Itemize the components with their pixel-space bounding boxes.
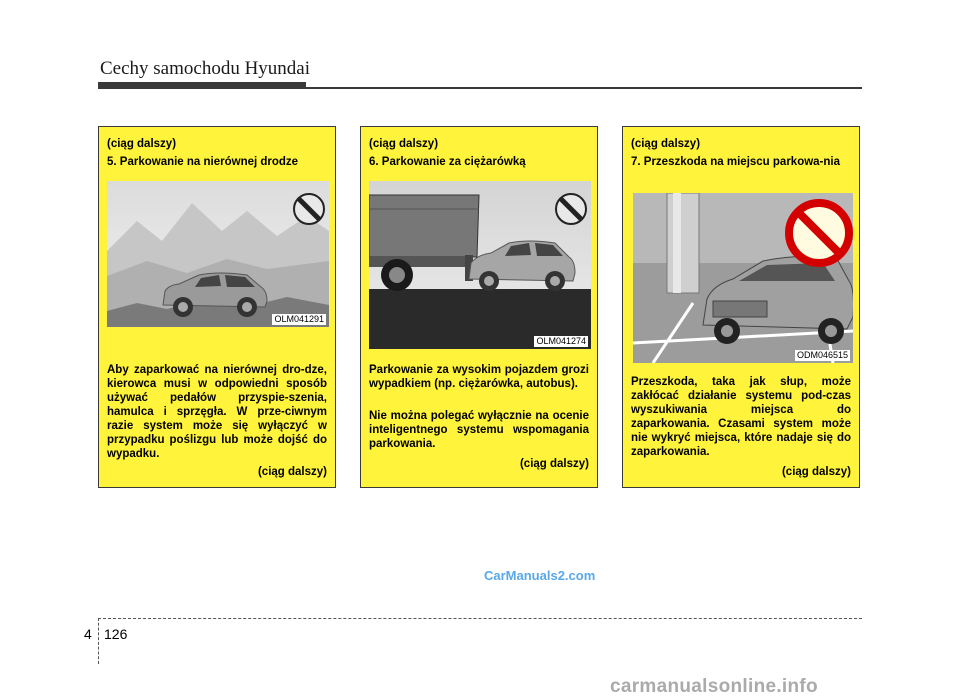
panel-heading: 6. Parkowanie za ciężarówką xyxy=(369,156,526,168)
panel-uneven-road xyxy=(98,126,336,488)
page-number: 126 xyxy=(104,626,128,642)
continued-label: (ciąg dalszy) xyxy=(107,138,177,150)
uneven-road-illustration xyxy=(107,181,329,327)
truck-parking-illustration xyxy=(369,181,591,349)
site-watermark: carmanualsonline.info xyxy=(610,676,818,697)
prohibition-icon xyxy=(789,203,849,263)
panel-body-text: Nie można polegać wyłącznie na ocenie inteligentnego systemu wspomagania parkowania. xyxy=(369,410,589,450)
footer-divider xyxy=(98,618,99,664)
image-code: OLM041291 xyxy=(274,314,324,324)
image-code: OLM041274 xyxy=(536,336,586,346)
pillar-obstacle-illustration xyxy=(633,193,853,363)
continued-label-bottom: (ciąg dalszy) xyxy=(519,458,589,470)
panel-body-text: Przeszkoda, taka jak słup, może zakłócać działanie systemu pod-czas wyszukiwania miejsca do zaparkowania. Czasami system może nie wykryć miejsca, które nadaje się do zaparkowania. xyxy=(631,376,851,458)
continued-label: (ciąg dalszy) xyxy=(631,138,701,150)
watermark-link[interactable]: CarManuals2.com xyxy=(484,568,596,583)
continued-label: (ciąg dalszy) xyxy=(369,138,439,150)
footer-rule xyxy=(98,618,862,619)
prohibition-icon xyxy=(294,194,324,224)
page-header-title: Cechy samochodu Hyundai xyxy=(100,58,311,79)
continued-label-bottom: (ciąg dalszy) xyxy=(257,466,327,478)
continued-label-bottom: (ciąg dalszy) xyxy=(781,466,851,478)
panel-obstacle xyxy=(622,126,860,488)
image-code: ODM046515 xyxy=(796,350,848,360)
panel-heading: 7. Przeszkoda na miejscu parkowa-nia xyxy=(631,156,840,168)
chapter-number: 4 xyxy=(84,626,92,642)
panel-heading: 5. Parkowanie na nierównej drodze xyxy=(107,156,299,168)
panel-body-text: Parkowanie za wysokim pojazdem grozi wypadkiem (np. ciężarówka, autobus). xyxy=(369,364,589,390)
panel-behind-truck xyxy=(360,126,598,488)
prohibition-icon xyxy=(556,194,586,224)
header-rule xyxy=(98,87,862,89)
panel-body-text: Aby zaparkować na nierównej dro-dze, kierowca musi w odpowiedni sposób używać pedałów przyspie-szenia, hamulca i sprzęgła. W prze-ciwnym razie system może się wyłączyć w przypadku poślizgu lub może dojść do wypadku. xyxy=(107,364,327,460)
